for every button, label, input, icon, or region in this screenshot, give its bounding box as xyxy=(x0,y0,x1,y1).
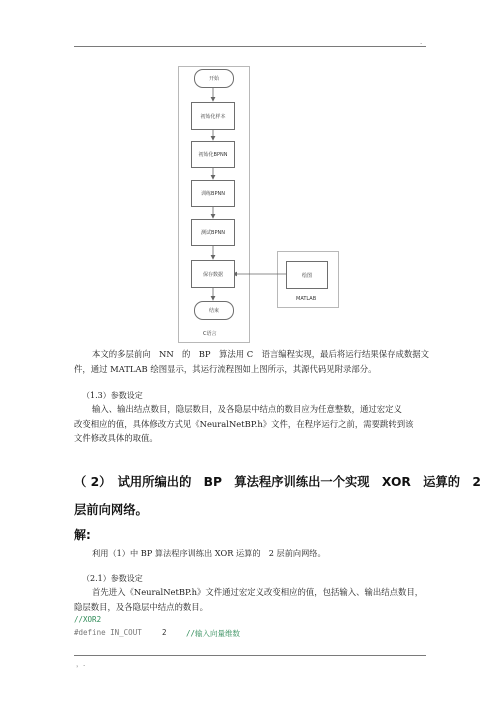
question-2-heading-line-2: 层前向网络。 xyxy=(74,503,148,517)
section-2-1-line-2: 隐层数目，及各隐层中结点的数目。 xyxy=(74,601,208,612)
answer-intro: 利用（1）中 BP 算法程序训练出 XOR 运算的 2 层前向网络。 xyxy=(92,548,326,558)
flow-node-train-bpnn: 训练BPNN xyxy=(191,180,235,207)
code-line-2-comment: //输入向量维数 xyxy=(186,629,241,638)
flow-node-plot: 绘图 xyxy=(286,261,328,289)
section-1-3-line-3: 文件修改具体的取值。 xyxy=(74,433,158,443)
section-1-3-body xyxy=(74,402,414,446)
code-line-2-macro: #define IN_COUT xyxy=(74,628,142,637)
flow-node-init-bpnn: 初始化BPNN xyxy=(191,141,235,168)
header-mark: . xyxy=(420,38,423,46)
flow-node-test-bpnn: 测试BPNN xyxy=(191,219,235,246)
footer-rule xyxy=(74,655,426,656)
flowchart-description-line-1: 本文的多层前向 NN 的 BP 算法用 C 语言编程实现，最后将运行结果保存成数据文 xyxy=(92,349,430,359)
flowchart-description xyxy=(74,347,429,376)
flowchart-matlab-group-label: MATLAB xyxy=(296,296,317,302)
flowchart-description-line-2: 件，通过 MATLAB 绘图显示，其运行流程图如上图所示，其源代码见附录部分。 xyxy=(74,363,377,374)
section-2-1-title: （2.1）参数设定 xyxy=(82,574,143,583)
answer-label: 解: xyxy=(74,528,91,542)
section-1-3-line-1: 输入、输出结点数目，隐层数目，及各隐层中结点的数目应为任意整数，通过宏定义 xyxy=(92,404,402,414)
question-2-heading-line-1: （ 2） 试用所编出的 BP 算法程序训练出一个实现 XOR 运算的 2 xyxy=(74,475,481,489)
section-1-3-title: （1.3）参数设定 xyxy=(82,391,143,400)
flowchart-c-group-label: C语言 xyxy=(203,331,217,337)
section-2-1-body xyxy=(74,585,423,614)
section-2-1-line-1: 首先进入《NeuralNetBP.h》文件通过宏定义改变相应的值，包括输入、输出结点数目， xyxy=(92,587,424,597)
footer-mark: ，. xyxy=(76,660,86,668)
flow-node-save-data: 保存数据 xyxy=(191,260,235,288)
flow-node-end: 结束 xyxy=(194,301,234,320)
flow-node-init-samples: 初始化样本 xyxy=(191,102,235,130)
flow-node-start: 开始 xyxy=(194,69,234,88)
section-1-3-line-2: 改变相应的值，具体修改方式见《NeuralNetBP.h》文件，在程序运行之前，需要跳转到该 xyxy=(74,418,414,429)
code-line-1: //XOR2 xyxy=(74,615,102,624)
code-line-2-value: 2 xyxy=(162,628,167,637)
